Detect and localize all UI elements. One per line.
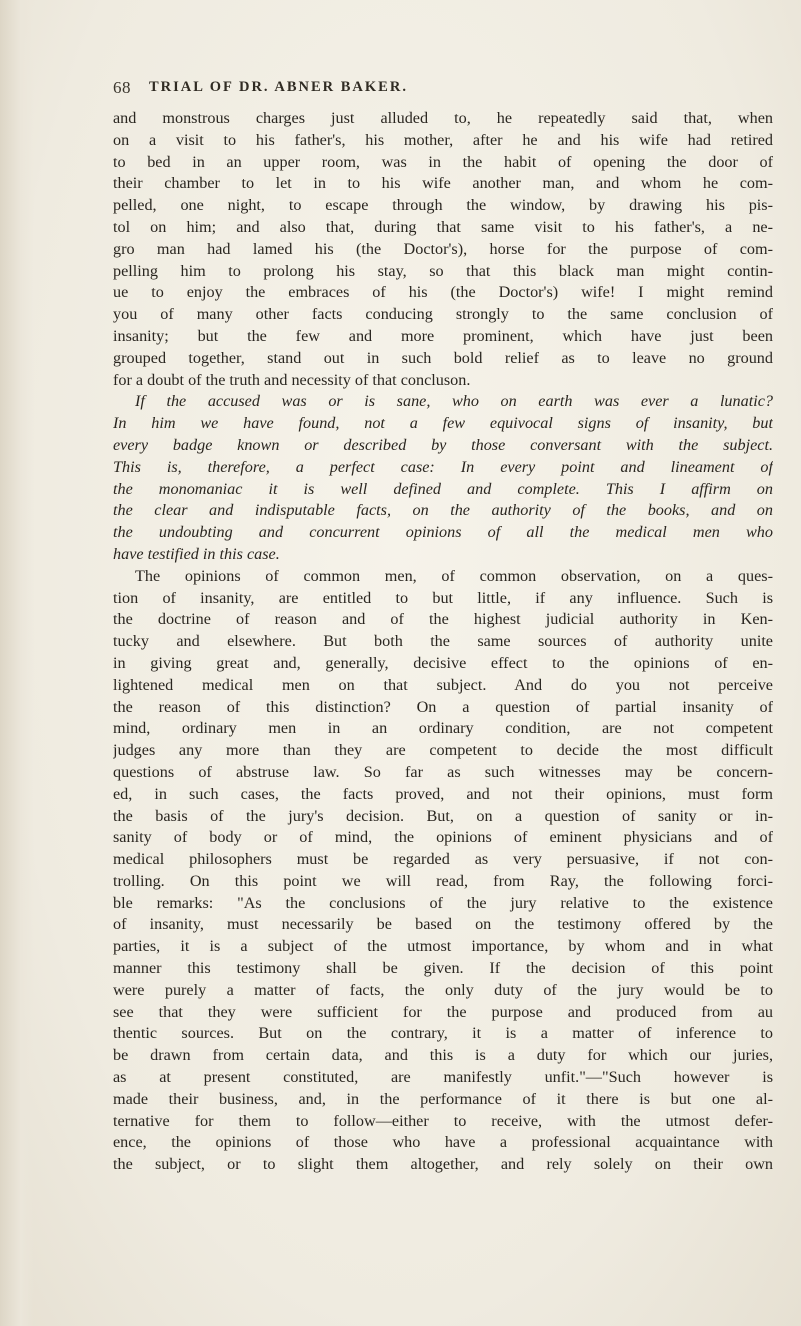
text-line: in giving great and, generally, decisive effect to the opinions of en- (113, 653, 773, 672)
text-line: ence, the opinions of those who have a professional acquaintance with (113, 1133, 773, 1152)
text-line: questions of abstruse law. So far as such witnesses may be concern- (113, 762, 773, 781)
text-line: insanity; but the few and more prominent, which have just been (113, 326, 773, 345)
text-line: the undoubting and concurrent opinions of all the medical men who (113, 523, 773, 542)
text-line: tion of insanity, are entitled to but little, if any influence. Such is (113, 588, 773, 607)
text-line: the basis of the jury's decision. But, on a question of sanity or in- (113, 806, 773, 825)
text-line: ue to enjoy the embraces of his (the Doctor's) wife! I might remind (113, 283, 773, 302)
page-header (113, 78, 773, 102)
text-line: to bed in an upper room, was in the habit of opening the door of (113, 152, 773, 171)
text-line: every badge known or described by those conversant with the subject. (113, 435, 773, 454)
page-gutter-shadow (0, 0, 34, 1326)
text-line: tucky and elsewhere. But both the same sources of authority unite (113, 632, 773, 651)
text-line: ed, in such cases, the facts proved, and not their opinions, must form (113, 784, 773, 803)
running-head: TRIAL OF DR. ABNER BAKER. (149, 79, 408, 95)
text-line: the reason of this distinction? On a question of partial insanity of (113, 697, 773, 716)
text-line: for a doubt of the truth and necessity of that concluson. (113, 370, 471, 389)
text-line: the monomaniac it is well defined and complete. This I affirm on (113, 479, 773, 498)
text-line: manner this testimony shall be given. If the decision of this point (113, 959, 773, 978)
text-line: ble remarks: "As the conclusions of the jury relative to the existence (113, 893, 773, 912)
text-line: were purely a matter of facts, the only duty of the jury would be to (113, 980, 773, 999)
text-line: see that they were sufficient for the purpose and produced from au (113, 1002, 773, 1021)
text-line: have testified in this case. (113, 544, 280, 563)
text-line: their chamber to let in to his wife another man, and whom he com- (113, 174, 773, 193)
text-line: tol on him; and also that, during that same visit to his father's, a ne- (113, 217, 773, 236)
text-line: the clear and indisputable facts, on the authority of the books, and on (113, 501, 773, 520)
text-line: In him we have found, not a few equivocal signs of insanity, but (113, 414, 773, 433)
text-line: grouped together, stand out in such bold relief as to leave no ground (113, 348, 773, 367)
text-line: pelled, one night, to escape through the window, by drawing his pis- (113, 196, 773, 215)
text-line: the doctrine of reason and of the highest judicial authority in Ken- (113, 610, 773, 629)
text-line: you of many other facts conducing strongly to the same conclusion of (113, 305, 773, 324)
text-line: mind, ordinary men in an ordinary condition, are not competent (113, 719, 773, 738)
text-line: gro man had lamed his (the Doctor's), horse for the purpose of com- (113, 239, 773, 258)
text-line: lightened medical men on that subject. And do you not perceive (113, 675, 773, 694)
text-line: made their business, and, in the performance of it there is but one al- (113, 1089, 773, 1108)
text-line: The opinions of common men, of common observation, on a ques- (135, 566, 773, 585)
text-line: of insanity, must necessarily be based on the testimony offered by the (113, 915, 773, 934)
text-line: parties, it is a subject of the utmost importance, by whom and in what (113, 937, 773, 956)
text-line: and monstrous charges just alluded to, he repeatedly said that, when (113, 109, 773, 127)
text-line: the subject, or to slight them altogether, and rely solely on their own (113, 1155, 773, 1174)
text-line: be drawn from certain data, and this is a duty for which our juries, (113, 1046, 773, 1065)
text-body (113, 108, 773, 1176)
text-line: judges any more than they are competent to decide the most difficult (113, 741, 773, 760)
text-line: on a visit to his father's, his mother, after he and his wife had retired (113, 130, 773, 149)
page-number: 68 (113, 78, 131, 97)
text-line: thentic sources. But on the contrary, it is a matter of inference to (113, 1024, 773, 1043)
text-line: trolling. On this point we will read, from Ray, the following forci- (113, 871, 773, 890)
text-line: as at present constituted, are manifestly unfit."—"Such however is (113, 1068, 773, 1087)
text-line: ternative for them to follow—either to receive, with the utmost defer- (113, 1111, 773, 1130)
text-line: If the accused was or is sane, who on earth was ever a lunatic? (135, 392, 773, 411)
text-line: This is, therefore, a perfect case: In every point and lineament of (113, 457, 773, 476)
text-line: pelling him to prolong his stay, so that this black man might contin- (113, 261, 773, 280)
text-line: sanity of body or of mind, the opinions of eminent physicians and of (113, 828, 773, 847)
text-line: medical philosophers must be regarded as very persuasive, if not con- (113, 850, 773, 869)
